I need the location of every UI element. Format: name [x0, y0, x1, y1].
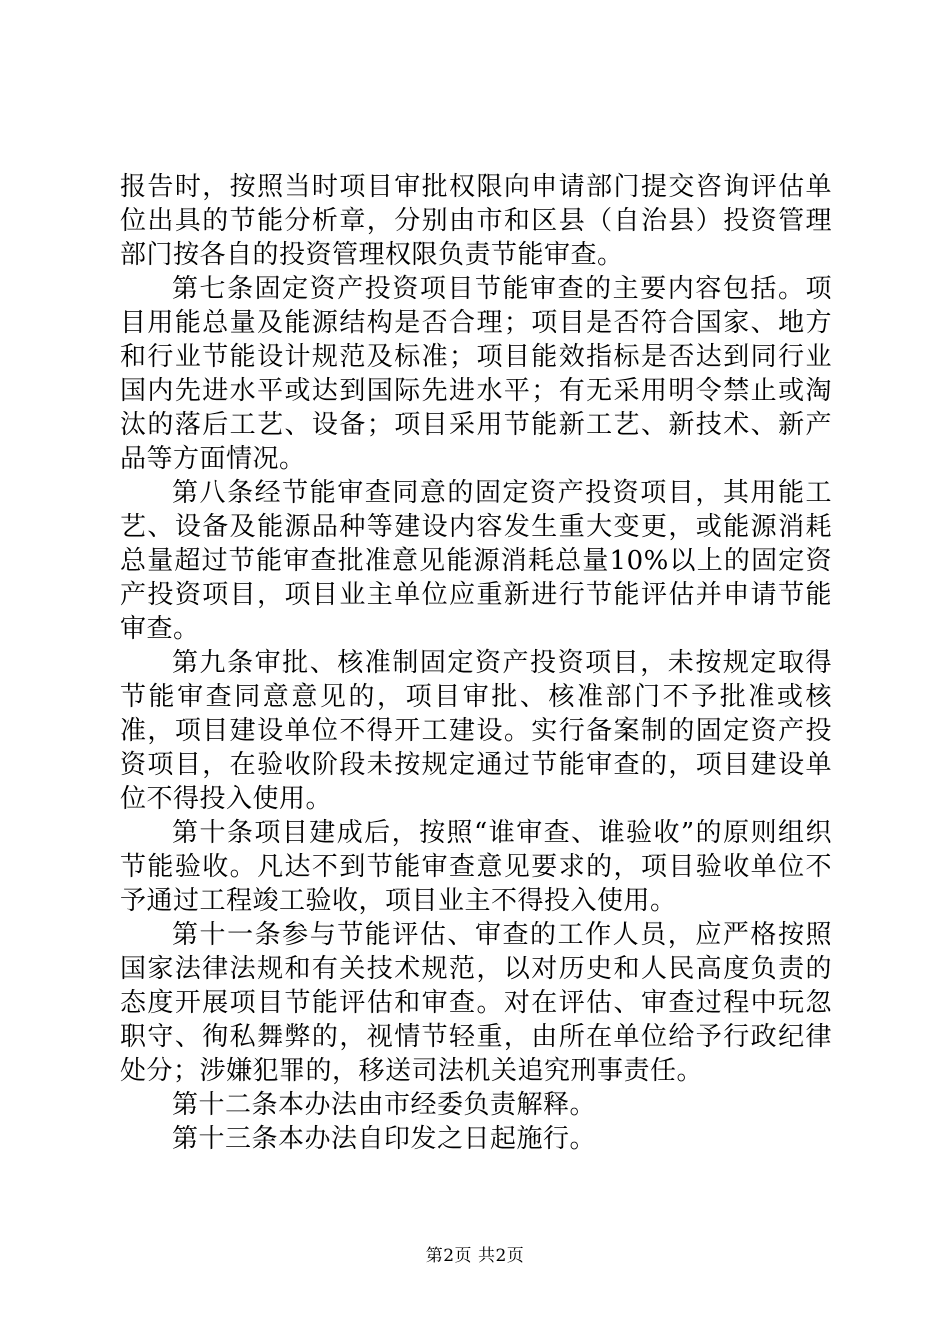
paragraph-article-8: 第八条经节能审查同意的固定资产投资项目，其用能工艺、设备及能源品种等建设内容发生重大变更，或能源消耗总量超过节能审查批准意见能源消耗总量10%以上的固定资产投资项目，项目业主单位应重新进行节能评估并申请节能审查。: [120, 478, 832, 644]
paragraph-continuation: 报告时，按照当时项目审批权限向申请部门提交咨询评估单位出具的节能分析章，分别由市和区县（自治县）投资管理部门按各自的投资管理权限负责节能审查。: [120, 172, 832, 270]
paragraph-article-12: 第十二条本办法由市经委负责解释。: [172, 1090, 597, 1120]
paragraph-article-11: 第十一条参与节能评估、审查的工作人员，应严格按照国家法律法规和有关技术规范，以对历史和人民高度负责的态度开展项目节能评估和审查。对在评估、审查过程中玩忽职守、徇私舞弊的，视情节轻重，由所在单位给予行政纪律处分；涉嫌犯罪的，移送司法机关追究刑事责任。: [120, 920, 832, 1086]
paragraph-article-10: 第十条项目建成后，按照“谁审查、谁验收”的原则组织节能验收。凡达不到节能审查意见要求的，项目验收单位不予通过工程竣工验收，项目业主不得投入使用。: [120, 818, 832, 916]
paragraph-article-13: 第十三条本办法自印发之日起施行。: [172, 1124, 597, 1154]
paragraph-article-9: 第九条审批、核准制固定资产投资项目，未按规定取得节能审查同意意见的，项目审批、核准部门不予批准或核准，项目建设单位不得开工建设。实行备案制的固定资产投资项目，在验收阶段未按规定通过节能审查的，项目建设单位不得投入使用。: [120, 648, 832, 814]
document-body: [120, 170, 832, 1156]
page-number-footer: 第2页 共2页: [425, 1246, 525, 1266]
paragraph-article-7: 第七条固定资产投资项目节能审查的主要内容包括。项目用能总量及能源结构是否合理；项目是否符合国家、地方和行业节能设计规范及标准；项目能效指标是否达到同行业国内先进水平或达到国际先进水平；有无采用明令禁止或淘汰的落后工艺、设备；项目采用节能新工艺、新技术、新产品等方面情况。: [120, 274, 832, 474]
